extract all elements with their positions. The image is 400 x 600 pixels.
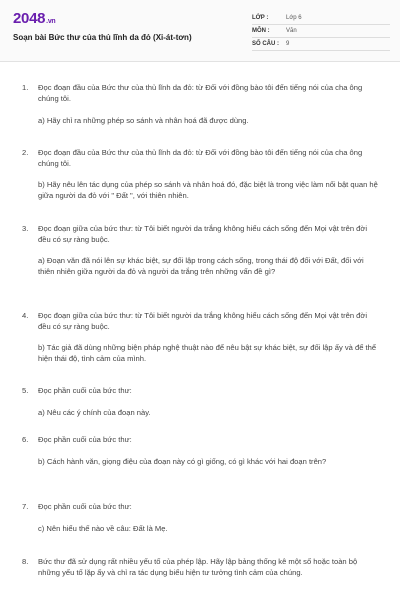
document-title: Soạn bài Bức thư của thủ lĩnh da đỏ (Xi-át-tơn) — [13, 33, 192, 42]
site-logo[interactable] — [13, 10, 55, 27]
meta-table — [252, 12, 390, 51]
question-text: Đọc đoạn đầu của Bức thư của thủ lĩnh da đỏ: từ Đối với đồng bào tôi đến tiếng nói của cha ông chúng tôi. — [38, 83, 363, 103]
question-subpart: b) Hãy nêu lên tác dụng của phép so sánh và nhân hoá đó, đặc biệt là trong việc làm nổi bật quan hệ giữa người da đỏ với " Đất ", với thiên nhiên. — [38, 180, 378, 200]
meta-row-subject — [252, 25, 390, 38]
meta-key: SỐ CÂU : — [252, 41, 279, 47]
question-text: Đọc đoạn giữa của bức thư: từ Tôi biết người da trắng không hiểu cách sống đến Mọi vật trên đời đều có sự ràng buộc. — [38, 311, 368, 331]
question-subpart: a) Nêu các ý chính của đoạn này. — [38, 408, 151, 417]
question-text: Đọc phần cuối của bức thư: — [38, 502, 132, 511]
question-number: 6. — [22, 435, 29, 444]
question-number: 5. — [22, 386, 29, 395]
question-text: Đọc phần cuối của bức thư: — [38, 386, 132, 395]
question-text: Đọc đoạn đầu của Bức thư của thủ lĩnh da đỏ: từ Đối với đồng bào tôi đến tiếng nói của cha ông chúng tôi. — [38, 148, 363, 168]
meta-value: Văn — [286, 28, 297, 34]
meta-key: MÔN : — [252, 28, 270, 34]
question-subpart: c) Nên hiểu thế nào về câu: Đất là Mẹ. — [38, 524, 168, 533]
meta-value: Lớp 6 — [286, 15, 302, 21]
question-text: Đọc phần cuối của bức thư: — [38, 435, 132, 444]
meta-value: 9 — [286, 41, 290, 47]
question-subpart: b) Tác giả đã dùng những biện pháp nghệ thuật nào để nêu bật sự khác biệt, sự đối lập ấy và để thể hiện thái độ, tình cảm của mình. — [38, 343, 377, 363]
question-text: Đọc đoạn giữa của bức thư: từ Tôi biết người da trắng không hiểu cách sống đến Mọi vật trên đời đều có sự ràng buộc. — [38, 224, 368, 244]
question-number: 2. — [22, 148, 29, 157]
meta-row-count — [252, 38, 390, 51]
document-header — [0, 0, 400, 62]
logo-text: 2048 — [13, 10, 46, 27]
question-number: 1. — [22, 83, 29, 92]
question-number: 8. — [22, 557, 29, 566]
question-number: 3. — [22, 224, 29, 233]
meta-key: LỚP : — [252, 15, 269, 21]
question-number: 4. — [22, 311, 29, 320]
question-number: 7. — [22, 502, 29, 511]
question-subpart: b) Cách hành văn, giọng điệu của đoạn này có gì giống, có gì khác với hai đoạn trên? — [38, 457, 327, 466]
question-subpart: a) Hãy chỉ ra những phép so sánh và nhân hoá đã được dùng. — [38, 116, 249, 125]
question-subpart: a) Đoạn văn đã nói lên sự khác biệt, sự đối lập trong cách sống, trong thái độ đối với Đất, đối với thiên nhiên giữa người da đỏ và người da trắng trên những vấn đề gì? — [38, 256, 364, 276]
question-text: Bức thư đã sử dụng rất nhiều yếu tố của phép lập. Hãy lập bảng thống kê một số hoặc toàn bộ những yếu tố lặp ấy và chỉ ra tác dụng biểu hiện tư tưởng tình cảm của chúng. — [38, 557, 358, 577]
logo-suffix: .vn — [46, 18, 56, 25]
meta-row-grade — [252, 12, 390, 25]
